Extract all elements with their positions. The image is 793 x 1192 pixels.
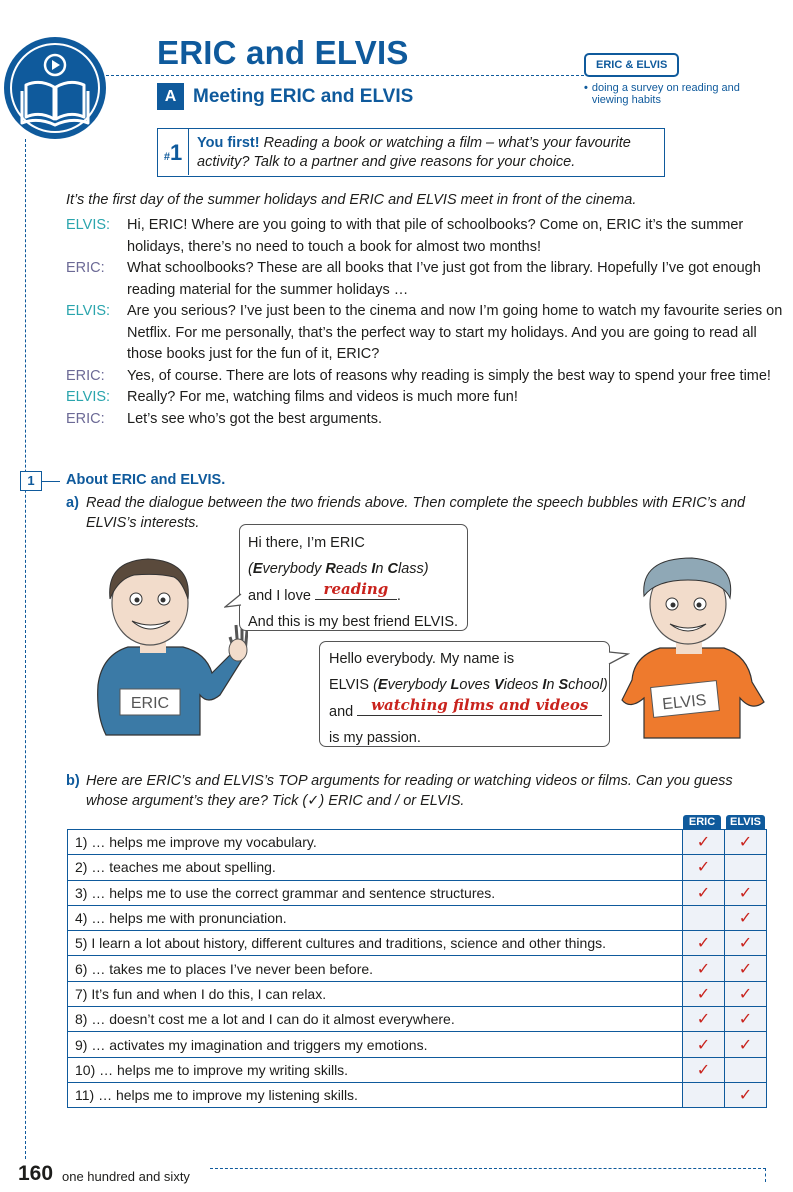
speaker-label: ERIC: (66, 367, 105, 384)
elvis-shirt-label: ELVIS (661, 691, 708, 714)
dialogue-text: Let’s see who’s got the best arguments. (127, 410, 382, 427)
tick-cell-eric[interactable]: ✓ (683, 981, 725, 1006)
tick-cell-eric[interactable]: ✓ (683, 1057, 725, 1082)
argument-text: 4) … helps me with pronunciation. (68, 905, 683, 930)
tick-cell-eric[interactable]: ✓ (683, 1032, 725, 1057)
table-row (68, 981, 767, 1006)
eric-illustration (88, 555, 248, 740)
bubble-line: and I love reading . (248, 580, 401, 604)
section-letter: A (157, 83, 184, 110)
table-row (68, 830, 767, 855)
tick-cell-elvis[interactable]: ✓ (725, 981, 767, 1006)
tick-cell-elvis[interactable] (725, 1057, 767, 1082)
exercise-title: About ERIC and ELVIS. (66, 472, 226, 488)
tick-cell-eric[interactable]: ✓ (683, 880, 725, 905)
dialogue-text: Really? For me, watching films and videos is much more fun! (127, 389, 518, 405)
table-row (68, 931, 767, 956)
argument-text: 10) … helps me to improve my writing skills. (68, 1057, 683, 1082)
answer-field-elvis[interactable]: watching films and videos (357, 698, 602, 716)
argument-text: 3) … helps me to use the correct grammar and sentence structures. (68, 880, 683, 905)
argument-text: 1) … helps me improve my vocabulary. (68, 830, 683, 855)
argument-text: 9) … activates my imagination and triggers my emotions. (68, 1032, 683, 1057)
task-b-label: b) (66, 773, 80, 789)
argument-text: 7) It’s fun and when I do this, I can relax. (68, 981, 683, 1006)
bubble-line: and watching films and videos (329, 698, 609, 725)
divider (106, 75, 584, 76)
bubble-line: Hello everybody. My name is (329, 651, 515, 667)
page-number: 160 (18, 1162, 54, 1185)
argument-text: 5) I learn a lot about history, different cultures and traditions, science and other things. (68, 931, 683, 956)
argument-text: 2) … teaches me about spelling. (68, 855, 683, 880)
tick-cell-eric[interactable] (683, 905, 725, 930)
page-number-words: one hundred and sixty (62, 1169, 190, 1184)
tick-cell-elvis[interactable]: ✓ (725, 956, 767, 981)
table-row (68, 956, 767, 981)
argument-text: 11) … helps me to improve my listening skills. (68, 1082, 683, 1107)
table-row (68, 905, 767, 930)
bubble-line: is my passion. (329, 730, 421, 746)
arguments-table (67, 829, 767, 1108)
tick-cell-eric[interactable]: ✓ (683, 830, 725, 855)
table-row (68, 1057, 767, 1082)
bubble-line-acronym: ELVIS (Everybody Loves Videos In School) (329, 677, 608, 693)
play-icon (52, 60, 60, 70)
you-first-text: You first! Reading a book or watching a film – what’s your favourite activity? Talk to a partner and give reasons for your choice. (197, 135, 631, 170)
divider (765, 1168, 766, 1182)
speaker-label: ERIC: (66, 410, 105, 427)
task-a-text: Read the dialogue between the two friends above. Then complete the speech bubbles with ERIC’s and ELVIS’s interests. (86, 495, 746, 531)
answer-field-eric[interactable]: reading (315, 582, 397, 600)
tick-cell-elvis[interactable]: ✓ (725, 931, 767, 956)
tick-cell-elvis[interactable]: ✓ (725, 1032, 767, 1057)
dialogue-line (66, 366, 786, 388)
tick-cell-elvis[interactable]: ✓ (725, 1007, 767, 1032)
speaker-label: ERIC: (66, 260, 105, 276)
section-title: Meeting ERIC and ELVIS (193, 86, 414, 107)
table-row (68, 1082, 767, 1107)
table-row (68, 1007, 767, 1032)
divider (25, 139, 26, 1159)
task-b (66, 771, 756, 811)
table-row (68, 855, 767, 880)
table-row (68, 1032, 767, 1057)
bubble-line: Hi there, I’m ERIC (248, 535, 365, 551)
speech-bubble-elvis (319, 641, 610, 747)
speech-bubble-eric (239, 524, 468, 631)
audio-book-logo[interactable] (4, 37, 106, 139)
tick-cell-eric[interactable]: ✓ (683, 855, 725, 880)
you-first-box (157, 128, 665, 177)
dialogue (66, 215, 786, 430)
argument-text: 8) … doesn’t cost me a lot and I can do it almost everywhere. (68, 1007, 683, 1032)
tick-cell-elvis[interactable]: ✓ (725, 880, 767, 905)
tick-cell-elvis[interactable]: ✓ (725, 905, 767, 930)
unit-goal-text: doing a survey on reading and viewing habits (591, 82, 740, 106)
dialogue-text: Are you serious? I’ve just been to the cinema and now I’m going home to watch my favourite series on Netflix. For me personally, that’s the perfect way to start my holidays. And you are going to read all those books just for the fun of it, ERIC? (127, 303, 783, 362)
bullet-icon: • (584, 82, 588, 94)
dialogue-line (66, 387, 786, 409)
bubble-line-acronym: (Everybody Reads In Class) (248, 561, 429, 577)
dialogue-intro: It’s the first day of the summer holidays and ERIC and ELVIS meet in front of the cinema. (66, 192, 637, 208)
tick-cell-eric[interactable]: ✓ (683, 931, 725, 956)
speaker-label: ELVIS: (66, 217, 111, 233)
argument-text: 6) … takes me to places I’ve never been before. (68, 956, 683, 981)
tick-cell-elvis[interactable]: ✓ (725, 830, 767, 855)
bubble-line: And this is my best friend ELVIS. (248, 614, 459, 630)
speaker-label: ELVIS: (66, 303, 111, 319)
open-book-icon (4, 37, 106, 139)
dialogue-text: Hi, ERIC! Where are you going to with that pile of schoolbooks? Come on, ERIC it’s the summer holidays, there’s no need to touch a book for almost two months! (127, 217, 744, 255)
tick-cell-eric[interactable]: ✓ (683, 1007, 725, 1032)
unit-goal (584, 82, 764, 106)
page-title: ERIC and ELVIS (157, 34, 409, 71)
exercise-number: 1 (20, 471, 42, 491)
speaker-label: ELVIS: (66, 389, 111, 405)
table-row (68, 880, 767, 905)
dialogue-text: What schoolbooks? These are all books that I’ve just got from the library. Hopefully I’ve got enough reading material for the summer holidays … (127, 260, 761, 298)
task-a-label: a) (66, 495, 79, 511)
eric-shirt-label: ERIC (130, 695, 170, 712)
tick-cell-eric[interactable]: ✓ (683, 956, 725, 981)
tick-cell-elvis[interactable]: ✓ (725, 1082, 767, 1107)
divider (42, 481, 60, 482)
tick-cell-eric[interactable] (683, 1082, 725, 1107)
dialogue-line (66, 215, 786, 258)
column-header-eric: ERIC (683, 815, 721, 830)
bubble-tail (224, 593, 242, 613)
dialogue-text: Yes, of course. There are lots of reasons why reading is simply the best way to spend your free time! (127, 367, 771, 384)
dialogue-line (66, 409, 786, 431)
column-header-elvis: ELVIS (726, 815, 765, 830)
divider (210, 1168, 766, 1169)
dialogue-line (66, 301, 786, 366)
you-first-number: #1 (158, 129, 189, 175)
elvis-illustration (612, 552, 770, 742)
unit-tag: ERIC & ELVIS (584, 53, 679, 77)
dialogue-line (66, 258, 786, 301)
tick-cell-elvis[interactable] (725, 855, 767, 880)
task-b-text: Here are ERIC’s and ELVIS’s TOP arguments for reading or watching videos or films. Can you guess whose argument’s they are? Tick (✓) ERIC and / or ELVIS. (86, 773, 733, 809)
